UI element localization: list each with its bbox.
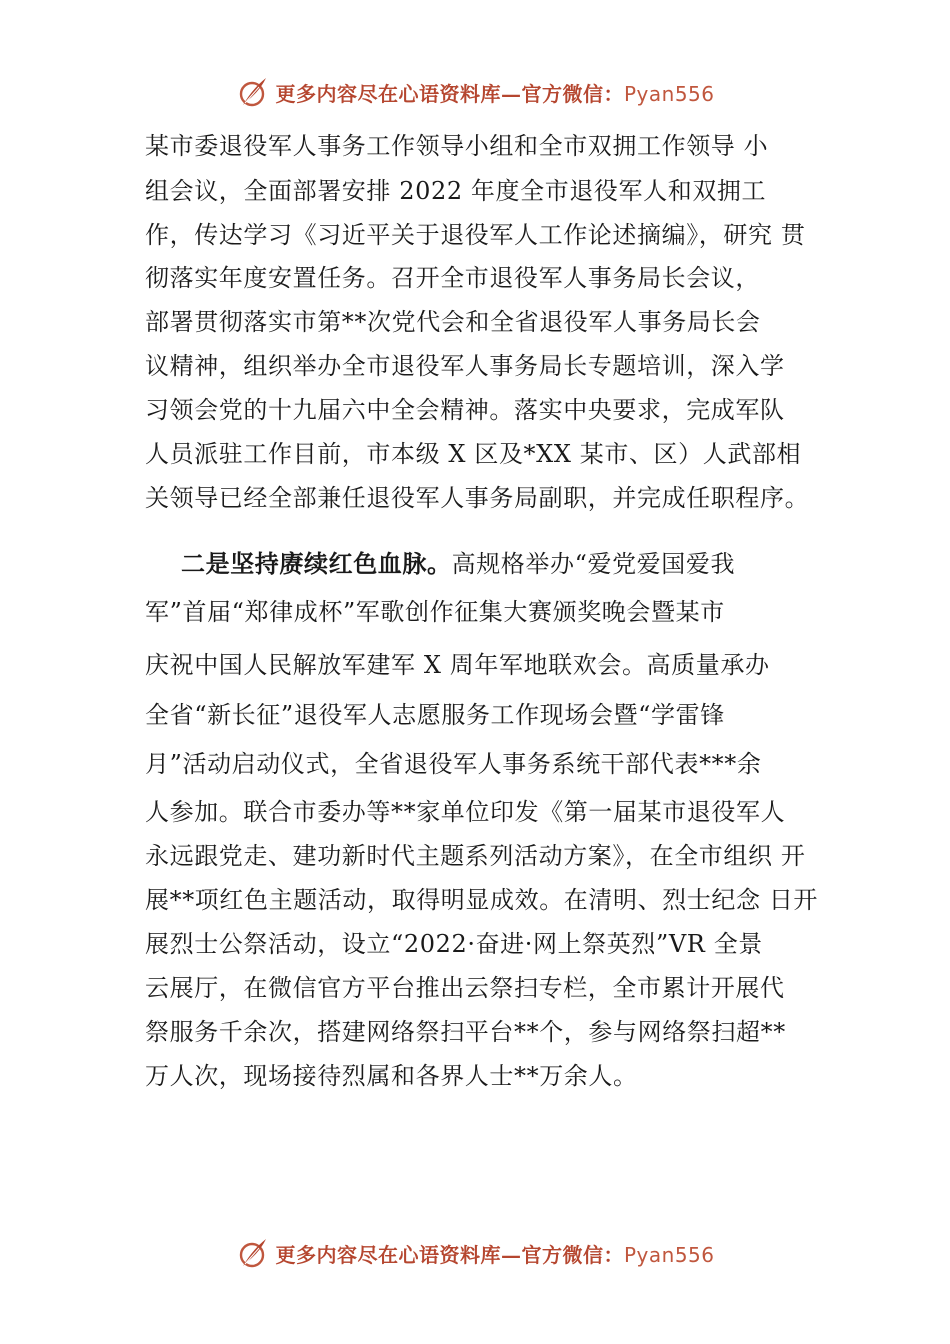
paragraph-1-line-1: 某市委退役军人事务工作领导小组和全市双拥工作领导 小	[145, 132, 769, 160]
paragraph-2-line-5: 月”活动启动仪式，全省退役军人事务系统干部代表***余	[145, 750, 762, 778]
watermark-id: Pyan556	[623, 81, 715, 106]
paragraph-2-line-12: 万人次，现场接待烈属和各界人士**万余人。	[145, 1062, 638, 1090]
paragraph-1-line-8: 人员派驻工作目前，市本级 X 区及*XX 某市、区）人武部相	[145, 440, 802, 468]
paragraph-2-line-10: 云展厅，在微信官方平台推出云祭扫专栏，全市累计开展代	[145, 974, 785, 1002]
watermark-text: 更多内容尽在心语资料库—官方微信：Pyan556	[275, 81, 715, 106]
paragraph-2-heading: 二是坚持赓续红色血脉。	[181, 550, 452, 578]
paragraph-2-line-1-text: 高规格举办“爱党爱国爱我	[451, 550, 736, 578]
paragraph-1-line-3: 作，传达学习《习近平关于退役军人工作论述摘编》，研究 贯	[145, 221, 806, 249]
paragraph-2-line-6: 人参加。联合市委办等**家单位印发《第一届某市退役军人	[145, 798, 786, 826]
paragraph-1-line-7: 习领会党的十九届六中全会精神。落实中央要求，完成军队	[145, 396, 785, 424]
watermark-text: 更多内容尽在心语资料库—官方微信：Pyan556	[275, 1242, 715, 1267]
paragraph-2-line-9: 展烈士公祭活动，设立“2022·奋进·网上祭英烈”VR 全景	[145, 930, 763, 958]
paragraph-2-line-8: 展**项红色主题活动，取得明显成效。在清明、烈士纪念 日开	[145, 886, 819, 914]
paragraph-2-line-1	[181, 549, 735, 579]
paragraph-2-line-3: 庆祝中国人民解放军建军 X 周年军地联欢会。高质量承办	[145, 651, 770, 679]
paragraph-2-line-4: 全省“新长征”退役军人志愿服务工作现场会暨“学雷锋	[145, 701, 725, 729]
watermark-id: Pyan556	[623, 1242, 715, 1267]
feather-logo-icon	[235, 1236, 269, 1270]
paragraph-2-line-7: 永远跟党走、建功新时代主题系列活动方案》，在全市组织 开	[145, 842, 806, 870]
paragraph-1-line-4: 彻落实年度安置任务。召开全市退役军人事务局长会议，	[145, 264, 760, 292]
paragraph-1-line-2: 组会议，全面部署安排 2022 年度全市退役军人和双拥工	[145, 177, 767, 205]
paragraph-2-line-11: 祭服务千余次，搭建网络祭扫平台**个，参与网络祭扫超**	[145, 1018, 786, 1046]
paragraph-2-line-2: 军”首届“郑律成杯”军歌创作征集大赛颁奖晚会暨某市	[145, 598, 725, 626]
paragraph-1-line-9: 关领导已经全部兼任退役军人事务局副职，并完成任职程序。	[145, 484, 810, 512]
paragraph-1-line-6: 议精神，组织举办全市退役军人事务局长专题培训，深入学	[145, 352, 785, 380]
paragraph-1-line-5: 部署贯彻落实市第**次党代会和全省退役军人事务局长会	[145, 308, 761, 336]
footer-watermark	[0, 1233, 950, 1273]
